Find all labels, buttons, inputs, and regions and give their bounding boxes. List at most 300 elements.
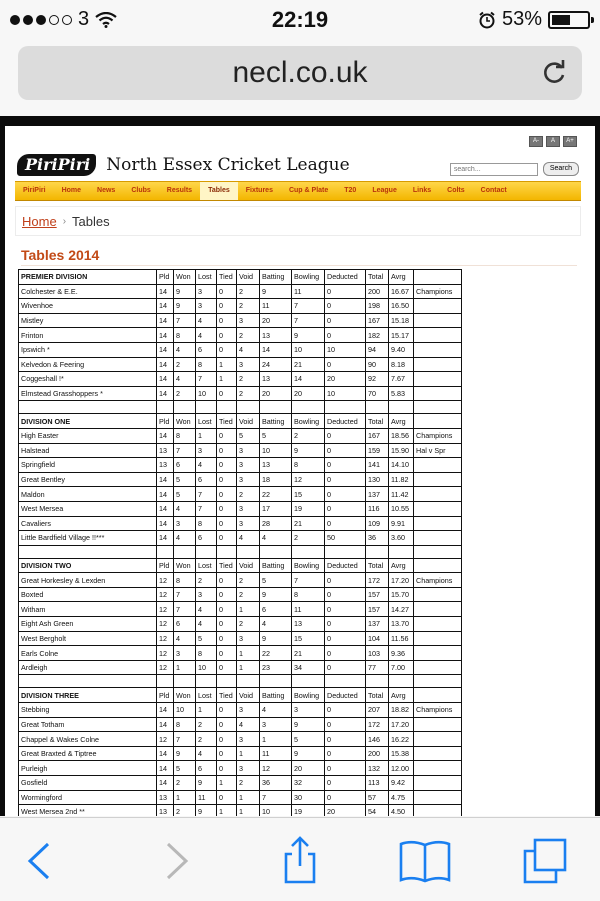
table-cell: 172 [366,573,389,588]
table-cell: 14 [157,372,174,387]
table-cell [414,501,462,516]
table-cell: 14 [157,487,174,502]
table-cell: 5.83 [389,386,414,401]
table-cell: 1 [237,602,260,617]
table-cell: 7 [260,790,292,805]
table-cell: 1 [237,660,260,675]
table-cell: 8 [196,646,217,661]
table-cell [414,545,462,558]
table-row [19,299,462,314]
table-cell: 12 [157,732,174,747]
search-input[interactable] [450,163,538,176]
table-cell: 20 [325,372,366,387]
table-cell [325,675,366,688]
table-cell: 30 [292,790,325,805]
column-header: Total [366,688,389,703]
column-header: Total [366,558,389,573]
table-row [19,790,462,805]
table-cell: 23 [260,660,292,675]
table-cell: 10 [174,703,196,718]
table-cell: 0 [325,746,366,761]
reload-icon[interactable] [540,58,568,86]
table-cell: 12.00 [389,761,414,776]
nav-item-colts[interactable]: Colts [447,187,465,194]
team-name: Boxted [19,587,157,602]
table-cell: 0 [325,776,366,791]
table-cell [157,675,174,688]
table-cell: 14 [157,313,174,328]
column-header: Void [237,688,260,703]
team-name: Great Totham [19,717,157,732]
team-name: Purleigh [19,761,157,776]
table-cell [414,372,462,387]
search-button[interactable]: Search [543,162,579,176]
table-cell: 14 [157,501,174,516]
table-cell [414,646,462,661]
table-cell: 10 [260,805,292,816]
tabs-icon[interactable] [520,836,570,886]
text-larger-button[interactable]: A+ [563,136,577,147]
table-cell [414,776,462,791]
address-bar[interactable] [18,46,582,100]
nav-item-clubs[interactable]: Clubs [131,187,151,194]
table-cell: 3 [237,472,260,487]
table-cell: 4.50 [389,805,414,816]
table-cell: 9 [174,284,196,299]
status-bar [0,0,600,40]
table-spacer-row [19,401,462,414]
table-cell: 14 [157,342,174,357]
table-cell: 6 [196,472,217,487]
table-cell [366,675,389,688]
table-cell: 4 [237,717,260,732]
team-name: Kelvedon & Feering [19,357,157,372]
table-cell [414,732,462,747]
team-name: Ipswich * [19,342,157,357]
table-cell: 70 [366,386,389,401]
table-cell: 17.20 [389,573,414,588]
table-cell: 3 [292,703,325,718]
nav-item-t20[interactable]: T20 [344,187,357,194]
team-name: Cavaliers [19,516,157,531]
text-normal-button[interactable]: A [546,136,560,147]
table-cell: 15.90 [389,443,414,458]
column-header: Lost [196,558,217,573]
table-cell: 9.42 [389,776,414,791]
table-cell: 0 [217,516,237,531]
table-cell: 167 [366,313,389,328]
table-cell: 0 [325,646,366,661]
table-cell: 2 [196,732,217,747]
table-cell: 90 [366,357,389,372]
table-cell: 1 [237,746,260,761]
table-row [19,631,462,646]
table-cell: 4 [237,342,260,357]
table-cell: 0 [217,573,237,588]
table-cell: 21 [292,646,325,661]
table-cell: 1 [217,776,237,791]
table-cell: 9 [260,284,292,299]
table-cell: 16.50 [389,299,414,314]
column-header: Avrg [389,558,414,573]
table-cell: 0 [325,487,366,502]
table-cell: 11 [260,746,292,761]
table-cell: 2 [237,587,260,602]
table-cell: 137 [366,617,389,632]
table-cell: 0 [217,386,237,401]
team-name: Great Bentley [19,472,157,487]
team-name: Frinton [19,328,157,343]
table-cell: 13 [157,790,174,805]
table-cell: 11.42 [389,487,414,502]
table-cell: 0 [217,487,237,502]
table-cell [237,545,260,558]
table-cell: 10 [196,386,217,401]
table-cell: 14 [292,372,325,387]
nav-item-news[interactable]: News [97,187,116,194]
division-name: DIVISION ONE [19,414,157,429]
table-cell [414,617,462,632]
table-cell: 0 [217,790,237,805]
table-row [19,487,462,502]
table-cell: 0 [325,284,366,299]
table-cell: 0 [217,732,237,747]
column-header: Bowling [292,558,325,573]
column-header: Avrg [389,414,414,429]
table-cell: 2 [237,487,260,502]
table-cell: 12 [157,617,174,632]
table-cell [414,270,462,285]
table-cell: Champions [414,284,462,299]
column-header: Bowling [292,414,325,429]
column-header: Batting [260,688,292,703]
table-cell: 6 [196,531,217,546]
nav-item-cup-plate[interactable]: Cup & Plate [288,187,329,194]
table-cell: 14 [260,342,292,357]
table-cell: 9 [292,443,325,458]
table-cell: 3 [237,458,260,473]
table-cell: 12 [157,587,174,602]
table-cell: 4.75 [389,790,414,805]
table-cell: 7 [196,501,217,516]
column-header: Total [366,270,389,285]
table-cell: 50 [325,531,366,546]
table-cell: 0 [217,284,237,299]
table-cell: 0 [217,328,237,343]
browser-toolbar [0,817,600,901]
table-cell: 9 [292,717,325,732]
table-cell: 28 [260,516,292,531]
url-text[interactable]: necl.co.uk [232,56,368,89]
table-cell: 9 [260,631,292,646]
table-cell: 14 [157,746,174,761]
breadcrumb-home-link[interactable]: Home [22,213,57,229]
table-cell: 11 [196,790,217,805]
table-cell: 10 [325,342,366,357]
table-cell: 8 [292,458,325,473]
table-cell: 10 [292,342,325,357]
table-cell [414,805,462,816]
table-cell: 0 [217,761,237,776]
table-cell: 0 [325,458,366,473]
table-cell: 14 [157,284,174,299]
table-cell [414,328,462,343]
table-cell: 8 [292,587,325,602]
table-cell: 3 [196,299,217,314]
team-name: Witham [19,602,157,617]
table-cell: 2 [174,357,196,372]
table-cell: 20 [260,386,292,401]
table-cell: 6 [174,617,196,632]
table-cell [157,401,174,414]
table-cell: 11 [292,284,325,299]
table-cell: 22 [260,646,292,661]
table-cell [414,487,462,502]
table-cell: 11.82 [389,472,414,487]
table-row [19,428,462,443]
table-cell: 159 [366,443,389,458]
table-cell: 18 [260,472,292,487]
table-cell: 20 [292,386,325,401]
nav-item-piripiri[interactable]: PiriPiri [23,187,46,194]
table-cell: 11 [260,299,292,314]
table-row [19,587,462,602]
site-search [450,162,579,176]
table-cell [217,675,237,688]
table-cell: 9 [174,746,196,761]
table-cell: 17 [260,501,292,516]
table-cell: 15.70 [389,587,414,602]
table-cell: Champions [414,703,462,718]
nav-item-league[interactable]: League [372,187,397,194]
table-cell: 4 [260,617,292,632]
table-cell: 9 [174,299,196,314]
table-cell: 14 [157,776,174,791]
table-row [19,732,462,747]
table-cell: 6 [196,761,217,776]
table-row [19,573,462,588]
column-header: Batting [260,414,292,429]
table-cell: 7 [174,602,196,617]
table-cell: 4 [196,617,217,632]
table-cell [414,631,462,646]
table-cell: 19 [292,805,325,816]
table-cell: 4 [196,313,217,328]
table-cell: 12 [260,761,292,776]
forward-icon[interactable] [150,836,200,886]
nav-item-results[interactable]: Results [166,187,193,194]
table-cell [260,675,292,688]
status-right [478,8,590,31]
team-name: Ardleigh [19,660,157,675]
table-cell: 1 [174,790,196,805]
table-cell: 13 [157,443,174,458]
page-content [5,126,595,816]
table-row [19,602,462,617]
table-cell [19,401,157,414]
table-cell: 0 [325,443,366,458]
table-cell: 18.56 [389,428,414,443]
battery-icon [548,11,590,29]
table-cell: 8 [196,357,217,372]
table-cell: 0 [325,790,366,805]
table-cell: 5 [292,732,325,747]
table-cell: 12 [157,660,174,675]
table-spacer-row [19,545,462,558]
bookmarks-icon[interactable] [398,836,452,886]
table-cell: 0 [217,717,237,732]
table-cell: 198 [366,299,389,314]
table-cell: 12 [157,631,174,646]
table-row [19,501,462,516]
table-cell: 3 [237,732,260,747]
table-cell: 5 [174,487,196,502]
table-cell [414,472,462,487]
team-name: West Mersea [19,501,157,516]
column-header: Won [174,270,196,285]
team-name: Maldon [19,487,157,502]
table-cell: 8 [174,428,196,443]
table-cell [414,558,462,573]
team-name: High Easter [19,428,157,443]
table-cell: 77 [366,660,389,675]
column-header: Bowling [292,270,325,285]
table-cell [414,313,462,328]
table-cell: 116 [366,501,389,516]
table-cell [414,688,462,703]
table-cell: 9 [292,746,325,761]
table-cell: 4 [260,703,292,718]
table-cell: 11 [292,602,325,617]
column-header: Won [174,558,196,573]
table-cell: 4 [260,531,292,546]
table-cell: 2 [237,284,260,299]
table-row [19,284,462,299]
team-name: Great Braxted & Tiptree [19,746,157,761]
table-cell: 2 [237,328,260,343]
table-cell: 15.17 [389,328,414,343]
table-cell: 12 [157,646,174,661]
table-cell: 4 [237,531,260,546]
text-smaller-button[interactable]: A- [529,136,543,147]
table-cell: 14.10 [389,458,414,473]
table-cell: 13 [157,458,174,473]
nav-item-tables[interactable]: Tables [200,182,238,200]
table-cell: 1 [174,660,196,675]
table-cell [325,401,366,414]
table-cell: 9 [292,328,325,343]
table-cell: 0 [325,573,366,588]
table-cell: 57 [366,790,389,805]
piripiri-logo[interactable]: PiriPiri [17,154,96,176]
table-row [19,761,462,776]
table-cell: 15.38 [389,746,414,761]
table-cell: 16.67 [389,284,414,299]
table-cell: 12 [157,602,174,617]
table-cell [414,386,462,401]
table-cell: 4 [174,372,196,387]
table-cell: 1 [196,428,217,443]
table-row [19,328,462,343]
table-cell: 3 [174,516,196,531]
main-nav [15,181,581,201]
alarm-icon [478,11,496,29]
table-cell: 13.70 [389,617,414,632]
web-page [0,116,600,816]
table-cell: 0 [325,357,366,372]
table-cell: 5 [196,631,217,646]
nav-item-fixtures[interactable]: Fixtures [245,187,273,194]
division-header-row [19,558,462,573]
table-cell: 9.36 [389,646,414,661]
table-cell: 5 [260,428,292,443]
table-cell: 8 [174,328,196,343]
nav-item-home[interactable]: Home [61,187,82,194]
column-header: Batting [260,558,292,573]
table-spacer-row [19,675,462,688]
table-cell: 5 [237,428,260,443]
table-cell [237,401,260,414]
table-cell: 4 [196,458,217,473]
table-row [19,617,462,632]
table-cell: 0 [217,646,237,661]
table-cell: 132 [366,761,389,776]
table-cell: 14 [157,531,174,546]
table-cell: 0 [325,587,366,602]
table-cell: 0 [325,328,366,343]
table-row [19,516,462,531]
back-icon[interactable] [16,836,66,886]
table-row [19,646,462,661]
table-cell: 2 [237,573,260,588]
table-cell: 3 [237,516,260,531]
table-cell: 12 [157,573,174,588]
table-cell: Hal v Spr [414,443,462,458]
table-cell: 0 [217,746,237,761]
table-cell [260,545,292,558]
table-cell: 14 [157,428,174,443]
table-cell: 3 [237,501,260,516]
table-cell: 36 [366,531,389,546]
breadcrumb-current: Tables [72,213,110,229]
share-icon[interactable] [275,836,325,886]
table-cell: 3 [237,703,260,718]
table-cell: 146 [366,732,389,747]
table-cell: 137 [366,487,389,502]
table-cell: 5 [174,472,196,487]
table-cell: 0 [217,617,237,632]
table-row [19,472,462,487]
table-cell: 0 [325,501,366,516]
table-cell: 9.91 [389,516,414,531]
team-name: Wivenhoe [19,299,157,314]
table-cell: 6 [260,602,292,617]
nav-item-contact[interactable]: Contact [480,187,507,194]
table-cell [174,545,196,558]
table-cell: 4 [174,501,196,516]
table-cell [414,602,462,617]
table-cell: 17.20 [389,717,414,732]
team-name: West Bergholt [19,631,157,646]
nav-item-links[interactable]: Links [412,187,432,194]
table-cell: 0 [325,516,366,531]
table-cell: 0 [217,602,237,617]
table-cell: 0 [217,587,237,602]
browser-chrome [0,40,600,115]
column-header: Void [237,414,260,429]
table-cell [174,675,196,688]
division-header-row [19,688,462,703]
